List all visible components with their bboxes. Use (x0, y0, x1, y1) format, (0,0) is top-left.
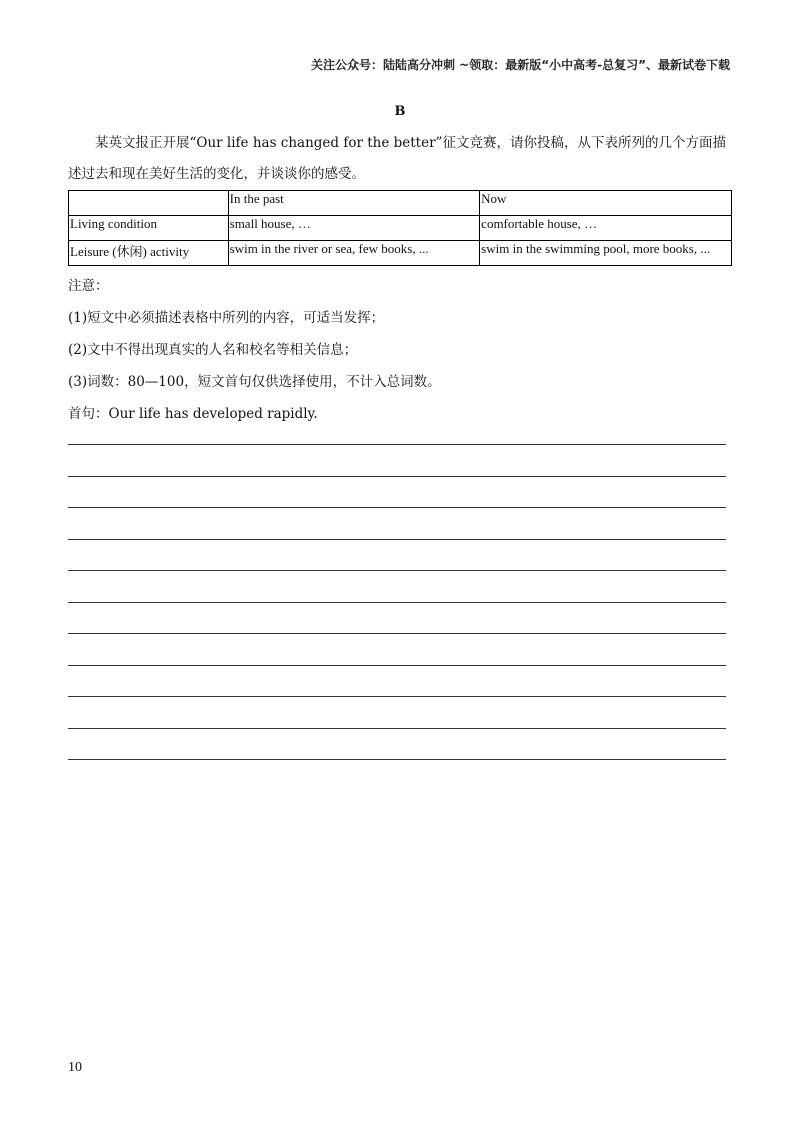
writing-line[interactable] (68, 507, 726, 508)
note-item: (1)短文中必须描述表格中所列的内容，可适当发挥； (68, 310, 385, 326)
page-number: 10 (68, 1060, 82, 1075)
notes-label: 注意： (68, 278, 109, 294)
writing-line[interactable] (68, 476, 726, 477)
table-cell: small house, … (228, 216, 480, 241)
writing-line[interactable] (68, 759, 726, 760)
table-cell: swim in the swimming pool, more books, ... (480, 241, 732, 266)
writing-line[interactable] (68, 602, 726, 603)
page-header: 关注公众号：陆陆高分冲刺 ~领取：最新版“小中高考-总复习”、最新试卷下载 (311, 58, 730, 72)
writing-line[interactable] (68, 633, 726, 634)
table-header-cell: In the past (228, 191, 480, 216)
table-cell: Leisure (休闲) activity (69, 241, 229, 266)
writing-line[interactable] (68, 570, 726, 571)
table-row (69, 241, 732, 266)
note-item: (3)词数：80—100，短文首句仅供选择使用，不计入总词数。 (68, 374, 441, 390)
table-cell: swim in the river or sea, few books, ... (228, 241, 480, 266)
writing-line[interactable] (68, 696, 726, 697)
table-header-cell: Now (480, 191, 732, 216)
table-cell: Living condition (69, 216, 229, 241)
notes-section (68, 270, 732, 430)
note-item: (2)文中不得出现真实的人名和校名等相关信息； (68, 342, 358, 358)
table-row (69, 216, 732, 241)
writing-area[interactable] (68, 444, 726, 791)
section-title: B (394, 104, 406, 119)
table-header-cell (69, 191, 229, 216)
writing-line[interactable] (68, 728, 726, 729)
writing-line[interactable] (68, 539, 726, 540)
task-instructions: 某英文报正开展“Our life has changed for the better”征文竞赛，请你投稿，从下表所列的几个方面描述过去和现在美好生活的变化，并谈谈你的感受。 (68, 135, 726, 182)
table-header-row (69, 191, 732, 216)
comparison-table (68, 190, 732, 266)
table-cell: comfortable house, … (480, 216, 732, 241)
writing-line[interactable] (68, 444, 726, 445)
first-sentence: 首句：Our life has developed rapidly. (68, 406, 318, 422)
writing-line[interactable] (68, 665, 726, 666)
